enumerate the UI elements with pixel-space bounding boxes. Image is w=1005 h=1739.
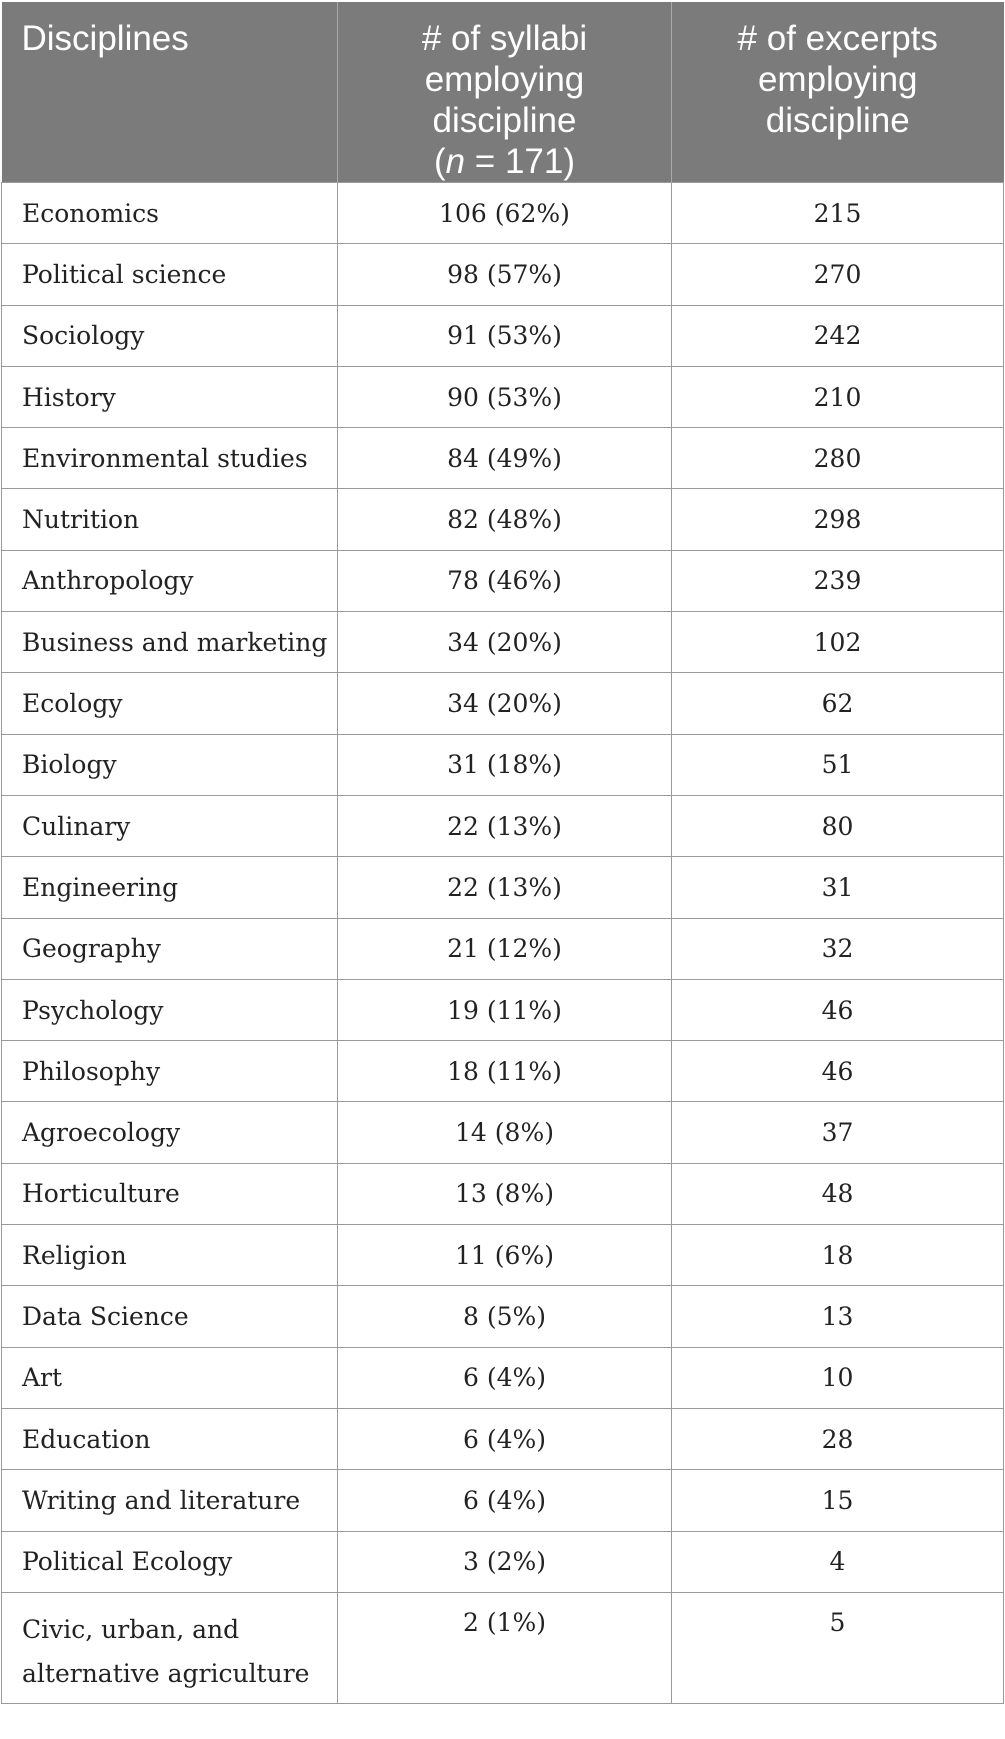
table-row — [2, 366, 1004, 427]
syllabi-count-cell: 31 (18%) — [338, 734, 672, 795]
excerpts-count-cell: 62 — [672, 673, 1004, 734]
excerpts-count-cell: 298 — [672, 489, 1004, 550]
excerpts-count-cell: 13 — [672, 1286, 1004, 1347]
excerpts-count-cell: 280 — [672, 428, 1004, 489]
excerpts-count-cell: 242 — [672, 305, 1004, 366]
discipline-cell: Writing and literature — [2, 1470, 338, 1531]
table-row — [2, 918, 1004, 979]
syllabi-count-cell: 90 (53%) — [338, 366, 672, 427]
discipline-cell: Psychology — [2, 979, 338, 1040]
excerpts-count-cell: 15 — [672, 1470, 1004, 1531]
header-disciplines — [2, 2, 338, 183]
syllabi-count-cell: 84 (49%) — [338, 428, 672, 489]
discipline-cell: Biology — [2, 734, 338, 795]
excerpts-count-cell: 37 — [672, 1102, 1004, 1163]
syllabi-count-cell: 8 (5%) — [338, 1286, 672, 1347]
discipline-cell: Data Science — [2, 1286, 338, 1347]
discipline-cell: Agroecology — [2, 1102, 338, 1163]
table-row — [2, 979, 1004, 1040]
excerpts-count-cell: 102 — [672, 612, 1004, 673]
excerpts-count-cell: 270 — [672, 244, 1004, 305]
excerpts-count-cell: 5 — [672, 1592, 1004, 1703]
syllabi-count-cell: 2 (1%) — [338, 1592, 672, 1703]
discipline-cell: Political science — [2, 244, 338, 305]
table-row — [2, 1408, 1004, 1469]
discipline-cell: Religion — [2, 1225, 338, 1286]
discipline-cell-line-2: alternative agriculture — [22, 1658, 310, 1688]
excerpts-count-cell: 4 — [672, 1531, 1004, 1592]
header-excerpts-line-1: # of excerpts — [737, 19, 938, 58]
table-row — [2, 1531, 1004, 1592]
discipline-cell: Art — [2, 1347, 338, 1408]
sample-size-open-paren: ( — [433, 142, 446, 181]
sample-size-variable: n — [445, 142, 466, 181]
table-row — [2, 857, 1004, 918]
table-row — [2, 1041, 1004, 1102]
excerpts-count-cell: 10 — [672, 1347, 1004, 1408]
header-excerpts-count — [672, 2, 1004, 183]
table-header — [2, 2, 1004, 183]
excerpts-count-cell: 46 — [672, 979, 1004, 1040]
table-row — [2, 305, 1004, 366]
header-syllabi-line-1: # of syllabi — [421, 19, 588, 58]
table-row — [2, 673, 1004, 734]
syllabi-count-cell: 22 (13%) — [338, 857, 672, 918]
discipline-cell: Nutrition — [2, 489, 338, 550]
table-row — [2, 1286, 1004, 1347]
header-syllabi-sample-size — [348, 141, 661, 182]
excerpts-count-cell: 239 — [672, 550, 1004, 611]
syllabi-count-cell: 19 (11%) — [338, 979, 672, 1040]
table-row — [2, 1102, 1004, 1163]
excerpts-count-cell: 48 — [672, 1163, 1004, 1224]
syllabi-count-cell: 106 (62%) — [338, 183, 672, 244]
discipline-cell: Anthropology — [2, 550, 338, 611]
discipline-cell: Geography — [2, 918, 338, 979]
discipline-cell: History — [2, 366, 338, 427]
discipline-cell-line-1: Civic, urban, and — [22, 1614, 240, 1644]
table-row — [2, 1163, 1004, 1224]
discipline-cell: Philosophy — [2, 1041, 338, 1102]
discipline-cell: Business and marketing — [2, 612, 338, 673]
syllabi-count-cell: 34 (20%) — [338, 673, 672, 734]
table-row — [2, 734, 1004, 795]
syllabi-count-cell: 11 (6%) — [338, 1225, 672, 1286]
table-row — [2, 1347, 1004, 1408]
discipline-cell: Ecology — [2, 673, 338, 734]
table-row — [2, 183, 1004, 244]
sample-size-value: = 171) — [465, 142, 576, 181]
table-row — [2, 1592, 1004, 1703]
header-excerpts-line-3: discipline — [765, 101, 910, 140]
syllabi-count-cell: 21 (12%) — [338, 918, 672, 979]
excerpts-count-cell: 32 — [672, 918, 1004, 979]
header-syllabi-line-3: discipline — [432, 101, 577, 140]
disciplines-table — [1, 2, 1004, 1704]
header-row — [2, 2, 1004, 183]
table-row — [2, 1225, 1004, 1286]
syllabi-count-cell: 6 (4%) — [338, 1470, 672, 1531]
syllabi-count-cell: 3 (2%) — [338, 1531, 672, 1592]
syllabi-count-cell: 14 (8%) — [338, 1102, 672, 1163]
table-row — [2, 550, 1004, 611]
table-row — [2, 489, 1004, 550]
header-syllabi-line-2: employing — [424, 60, 585, 99]
excerpts-count-cell: 46 — [672, 1041, 1004, 1102]
excerpts-count-cell: 215 — [672, 183, 1004, 244]
syllabi-count-cell: 34 (20%) — [338, 612, 672, 673]
discipline-cell: Education — [2, 1408, 338, 1469]
syllabi-count-cell: 6 (4%) — [338, 1347, 672, 1408]
table-row — [2, 612, 1004, 673]
syllabi-count-cell: 22 (13%) — [338, 795, 672, 856]
discipline-cell: Sociology — [2, 305, 338, 366]
excerpts-count-cell: 51 — [672, 734, 1004, 795]
syllabi-count-cell: 78 (46%) — [338, 550, 672, 611]
syllabi-count-cell: 18 (11%) — [338, 1041, 672, 1102]
header-disciplines-label: Disciplines — [21, 19, 189, 58]
header-excerpts-line-2: employing — [757, 60, 918, 99]
discipline-cell: Economics — [2, 183, 338, 244]
discipline-cell: Horticulture — [2, 1163, 338, 1224]
discipline-cell: Environmental studies — [2, 428, 338, 489]
syllabi-count-cell: 13 (8%) — [338, 1163, 672, 1224]
table-row — [2, 795, 1004, 856]
table-row — [2, 244, 1004, 305]
syllabi-count-cell: 98 (57%) — [338, 244, 672, 305]
excerpts-count-cell: 31 — [672, 857, 1004, 918]
syllabi-count-cell: 91 (53%) — [338, 305, 672, 366]
excerpts-count-cell: 18 — [672, 1225, 1004, 1286]
table-body — [2, 183, 1004, 1704]
header-syllabi-count — [338, 2, 672, 183]
discipline-cell: Engineering — [2, 857, 338, 918]
discipline-cell — [2, 1592, 338, 1703]
excerpts-count-cell: 28 — [672, 1408, 1004, 1469]
table-row — [2, 428, 1004, 489]
discipline-cell: Culinary — [2, 795, 338, 856]
syllabi-count-cell: 82 (48%) — [338, 489, 672, 550]
excerpts-count-cell: 80 — [672, 795, 1004, 856]
excerpts-count-cell: 210 — [672, 366, 1004, 427]
discipline-cell: Political Ecology — [2, 1531, 338, 1592]
table-row — [2, 1470, 1004, 1531]
syllabi-count-cell: 6 (4%) — [338, 1408, 672, 1469]
